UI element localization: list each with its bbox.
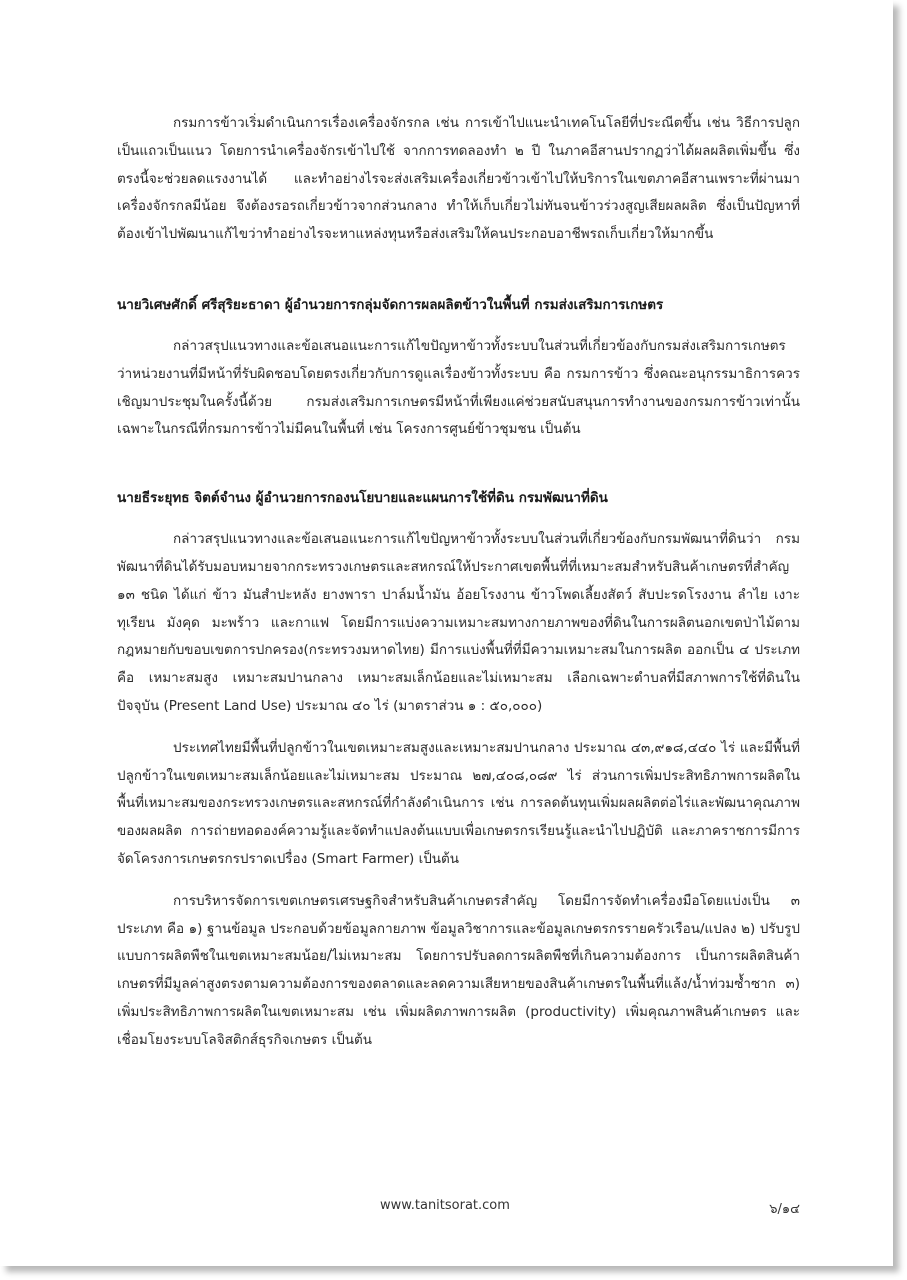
paragraph-land-development: กล่าวสรุปแนวทางและข้อเสนอแนะการแก้ไขปัญหาข้าวทั้งระบบในส่วนที่เกี่ยวข้องกับกรมพัฒนาที่ดินว่า กรมพัฒนาที่ดินได้รับมอบหมายจากกระทรวงเกษตรและสหกรณ์ให้ประกาศเขตพื้นที่ที่เหมาะสมสำหรับสินค้าเกษตรที่สำคัญ ๑๓ ชนิด ได้แก่ ข้าว มันสำปะหลัง ยางพารา ปาล์มน้ำมัน อ้อยโรงงาน ข้าวโพดเลี้ยงสัตว์ สับปะรดโรงงาน ลำไย เงาะ ทุเรียน มังคุด มะพร้าว และกาแฟ โดยมีการแบ่งความเหมาะสมทางกายภาพของที่ดินในการผลิตนอกเขตป่าไม้ตามกฎหมายกับขอบเขตการปกครอง(กระทรวงมหาดไทย) มีการแบ่งพื้นที่ที่มีความเหมาะสมในการผลิต ออกเป็น ๔ ประเภท คือ เหมาะสมสูง เหมาะสมปานกลาง เหมาะสมเล็กน้อยและไม่เหมาะสม เลือกเฉพาะตำบลที่มีสภาพการใช้ที่ดินในปัจจุบัน (Present Land Use) ประมาณ ๔๐ ไร่ (มาตราส่วน ๑ : ๕๐,๐๐๐)	[117, 531, 800, 714]
spacer	[117, 444, 800, 484]
paragraph-rice-area: ประเทศไทยมีพื้นที่ปลูกข้าวในเขตเหมาะสมสูงและเหมาะสมปานกลาง ประมาณ ๔๓,๙๑๘,๔๔๐ ไร่ และมีพื้นที่ปลูกข้าวในเขตเหมาะสมเล็กน้อยและไม่เหมาะสม ประมาณ ๒๗,๔๐๘,๐๘๙ ไร่ ส่วนการเพิ่มประสิทธิภาพการผลิตในพื้นที่เหมาะสมของกระทรวงเกษตรและสหกรณ์ที่กำลังดำเนินการ เช่น การลดต้นทุนเพิ่มผลผลิตต่อไร่และพัฒนาคุณภาพของผลผลิต การถ่ายทอดองค์ความรู้และจัดทำแปลงต้นแบบเพื่อเกษตรกรเรียนรู้และนำไปปฏิบัติ และภาคราชการมีการจัดโครงการเกษตรกรปราดเปรื่อง (Smart Farmer) เป็นต้น	[117, 739, 800, 867]
spacer	[117, 249, 800, 291]
footer-page-number: ๖/๑๔	[769, 1202, 800, 1217]
speaker-heading-teerayut: นายธีระยุทธ จิตต์จำนง ผู้อำนวยการกองนโยบายและแผนการใช้ที่ดิน กรมพัฒนาที่ดิน	[117, 490, 608, 507]
paragraph-mechanization: กรมการข้าวเริ่มดำเนินการเรื่องเครื่องจักรกล เช่น การเข้าไปแนะนำเทคโนโลยีที่ประณีตขึ้น เช่น วิธีการปลูกเป็นแถวเป็นแนว โดยการนำเครื่องจักรเข้าไปใช้ จากการทดลองทำ ๒ ปี ในภาคอีสานปรากฏว่าได้ผลผลิตเพิ่มขึ้น ซึ่งตรงนี้จะช่วยลดแรงงานได้ และทำอย่างไรจะส่งเสริมเครื่องเกี่ยวข้าวเข้าไปให้บริการในเขตภาคอีสานเพราะที่ผ่านมาเครื่องจักรกลมีน้อย จึงต้องรอรถเกี่ยวข้าวจากส่วนกลาง ทำให้เก็บเกี่ยวไม่ทันจนข้าวร่วงสูญเสียผลผลิต ซึ่งเป็นปัญหาที่ต้องเข้าไปพัฒนาแก้ไขว่าทำอย่างไรจะหาแหล่งทุนหรือส่งเสริมให้คนประกอบอาชีพรถเก็บเกี่ยวให้มากขึ้น	[117, 115, 800, 243]
spacer	[117, 874, 800, 888]
footer-website: www.tanitsorat.com	[380, 1198, 510, 1213]
spacer	[117, 512, 800, 526]
paragraph-zoning-management: การบริหารจัดการเขตเกษตรเศรษฐกิจสำหรับสินค้าเกษตรสำคัญ โดยมีการจัดทำเครื่องมือโดยแบ่งเป็น ๓ ประเภท คือ ๑) ฐานข้อมูล ประกอบด้วยข้อมูลกายภาพ ข้อมูลวิชาการและข้อมูลเกษตรกรรายครัวเรือน/แปลง ๒) ปรับรูปแบบการผลิตพืชในเขตเหมาะสมน้อย/ไม่เหมาะสม โดยการปรับลดการผลิตพืชที่เกินความต้องการ เป็นการผลิตสินค้าเกษตรที่มีมูลค่าสูงตรงตามความต้องการของตลาดและลดความเสียหายของสินค้าเกษตรในพื้นที่แล้ง/น้ำท่วมซ้ำซาก ๓) เพิ่มประสิทธิภาพการผลิตในเขตเหมาะสม เช่น เพิ่มผลิตภาพการผลิต (productivity) เพิ่มคุณภาพสินค้าเกษตร และเชื่อมโยงระบบโลจิสติกส์ธุรกิจเกษตร เป็นต้น	[117, 892, 800, 1048]
paragraph-extension-dept: กล่าวสรุปแนวทางและข้อเสนอแนะการแก้ไขปัญหาข้าวทั้งระบบในส่วนที่เกี่ยวข้องกับกรมส่งเสริมการเกษตรว่าหน่วยงานที่มีหน้าที่รับผิดชอบโดยตรงเกี่ยวกับการดูแลเรื่องข้าวทั้งระบบ คือ กรมการข้าว ซึ่งคณะอนุกรรมาธิการควรเชิญมาประชุมในครั้งนี้ด้วย กรมส่งเสริมการเกษตรมีหน้าที่เพียงแค่ช่วยสนับสนุนการทำงานของกรมการข้าวเท่านั้น เฉพาะในกรณีที่กรมการข้าวไม่มีคนในพื้นที่ เช่น โครงการศูนย์ข้าวชุมชน เป็นต้น	[117, 337, 800, 438]
spacer	[117, 721, 800, 735]
document-body	[117, 110, 800, 1055]
spacer	[117, 319, 800, 333]
speaker-heading-wisetsak: นายวิเศษศักดิ์ ศรีสุริยะธาดา ผู้อำนวยการกลุ่มจัดการผลผลิตข้าวในพื้นที่ กรมส่งเสริมการเกษตร	[117, 296, 664, 313]
